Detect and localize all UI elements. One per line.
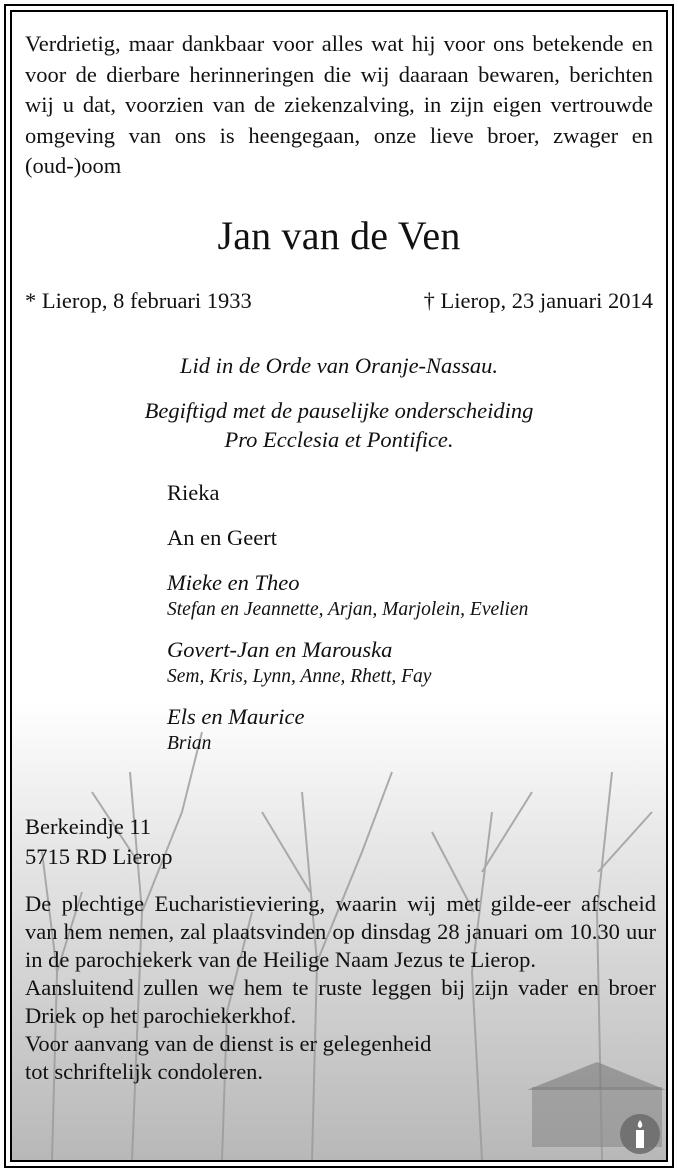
service-paragraph-1: De plechtige Eucharistieviering, waarin wij met gilde-eer afscheid van hem nemen, zal plaatsvinden op dinsdag 28 januari om 10.30 uur in de parochiekerk van de Heilige Naam Jezus te Lierop. [25, 891, 656, 972]
family-entry [167, 703, 657, 757]
address [25, 812, 172, 872]
family-entry [167, 479, 657, 507]
service-paragraph-3-line-1: Voor aanvang van de dienst is er gelegenheid [25, 1031, 432, 1056]
family-entry [167, 524, 657, 552]
notice-content [12, 12, 666, 1160]
family-name: Govert-Jan en Marouska [167, 637, 393, 662]
family-name: An en Geert [167, 525, 277, 550]
notice-frame [10, 10, 668, 1162]
honor-order: Lid in de Orde van Oranje-Nassau. [180, 353, 498, 378]
honor-papal [12, 396, 666, 454]
family-entry [167, 569, 657, 623]
birth-date: * Lierop, 8 februari 1933 [25, 288, 252, 313]
honor-papal-line-1: Begiftigd met de pauselijke onderscheiding [144, 398, 534, 423]
family-list [167, 479, 657, 757]
family-children: Stefan en Jeannette, Arjan, Marjolein, Evelien [167, 599, 529, 620]
family-children: Sem, Kris, Lynn, Anne, Rhett, Fay [167, 666, 432, 687]
address-city: 5715 RD Lierop [25, 844, 173, 869]
deceased-name: Jan van de Ven [217, 213, 461, 258]
death-date: † Lierop, 23 januari 2014 [423, 288, 653, 313]
service-paragraph-3-line-2: tot schriftelijk condoleren. [25, 1059, 264, 1084]
intro-text: Verdrietig, maar dankbaar voor alles wat hij voor ons betekende en voor de dierbare herinneringen die wij daaraan bewaren, berichten wij u dat, voorzien van de ziekenzalving, in zijn eigen vertrouwde omgeving van ons is heengegaan, onze lieve broer, zwager en (oud-)oom [25, 31, 653, 178]
family-name: Mieke en Theo [167, 570, 300, 595]
service-paragraph-2: Aansluitend zullen we hem te ruste leggen bij zijn vader en broer Driek op het parochiekerkhof. [25, 975, 656, 1028]
family-name: Rieka [167, 480, 220, 505]
address-street: Berkeindje 11 [25, 814, 152, 839]
candle-logo-icon [618, 1112, 662, 1156]
family-children: Brian [167, 733, 212, 754]
service-info [25, 890, 656, 1086]
honor-papal-line-2: Pro Ecclesia et Pontifice. [224, 427, 454, 452]
family-entry [167, 636, 657, 690]
family-name: Els en Maurice [167, 704, 305, 729]
